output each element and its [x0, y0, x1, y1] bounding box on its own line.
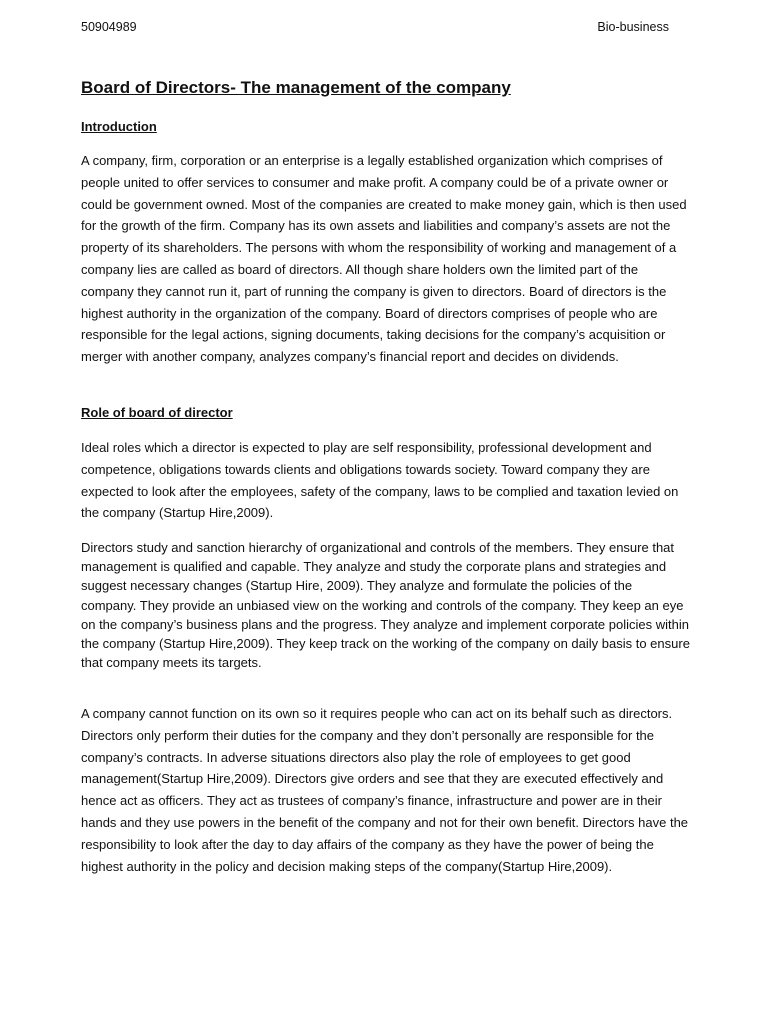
paragraph-role-2: Directors study and sanction hierarchy of organizational and controls of the members. They ensure that management is qualified and capable. They analyze and study the corporate plans and strategies and suggest necessary changes (Startup Hire, 2009). They analyze and formulate the policies of the company. They provide an unbiased view on the working and controls of the company. They keep an eye on the company’s business plans and the progress. They analyze and implement corporate policies within the company (Startup Hire,2009). They keep track on the working of the company on daily basis to ensure that company meets its targets. — [81, 540, 690, 671]
paragraph-role-3: A company cannot function on its own so it requires people who can act on its behalf such as directors. Directors only perform their duties for the company and they don’t personally are responsible for the company’s contracts. In adverse situations directors also play the role of employees to get good management(Startup Hire,2009). Directors give orders and see that they are executed effectively and hence act as officers. They act as trustees of company’s finance, infrastructure and power are in their hands and they use powers in the benefit of the company and not for their own benefit. Directors have the responsibility to look after the day to day affairs of the company as they have the power of being the highest authority in the policy and decision making steps of the company(Startup Hire,2009). — [81, 706, 689, 874]
paragraph-introduction: A company, firm, corporation or an enterprise is a legally established organization which comprises of people united to offer services to consumer and make profit. A company could be of a private owner or could be government owned. Most of the companies are created to make money gain, which is then used for the growth of the firm. Company has its own assets and liabilities and company’s assets are not the property of its shareholders. The persons with whom the responsibility of working and management of a company lies are called as board of directors. All though share holders own the limited part of the company they cannot run it, part of running the company is given to directors. Board of directors is the highest authority in the organization of the company. Board of directors comprises of people who are responsible for the legal actions, signing documents, taking decisions for the company’s acquisition or merger with another company, analyzes company’s financial report and decides on dividends. — [81, 153, 687, 365]
heading-introduction: Introduction — [81, 119, 157, 134]
heading-role-of-board: Role of board of director — [81, 405, 233, 420]
paragraph-role-1: Ideal roles which a director is expected to play are self responsibility, professional development and competence, obligations towards clients and obligations towards society. Toward company they are expected to look after the employees, safety of the company, laws to be complied and taxation levied on the company (Startup Hire,2009). — [81, 440, 679, 521]
document-title: Board of Directors- The management of the company — [81, 78, 511, 97]
header-student-id: 50904989 — [81, 20, 137, 34]
header-subject: Bio-business — [597, 20, 669, 34]
